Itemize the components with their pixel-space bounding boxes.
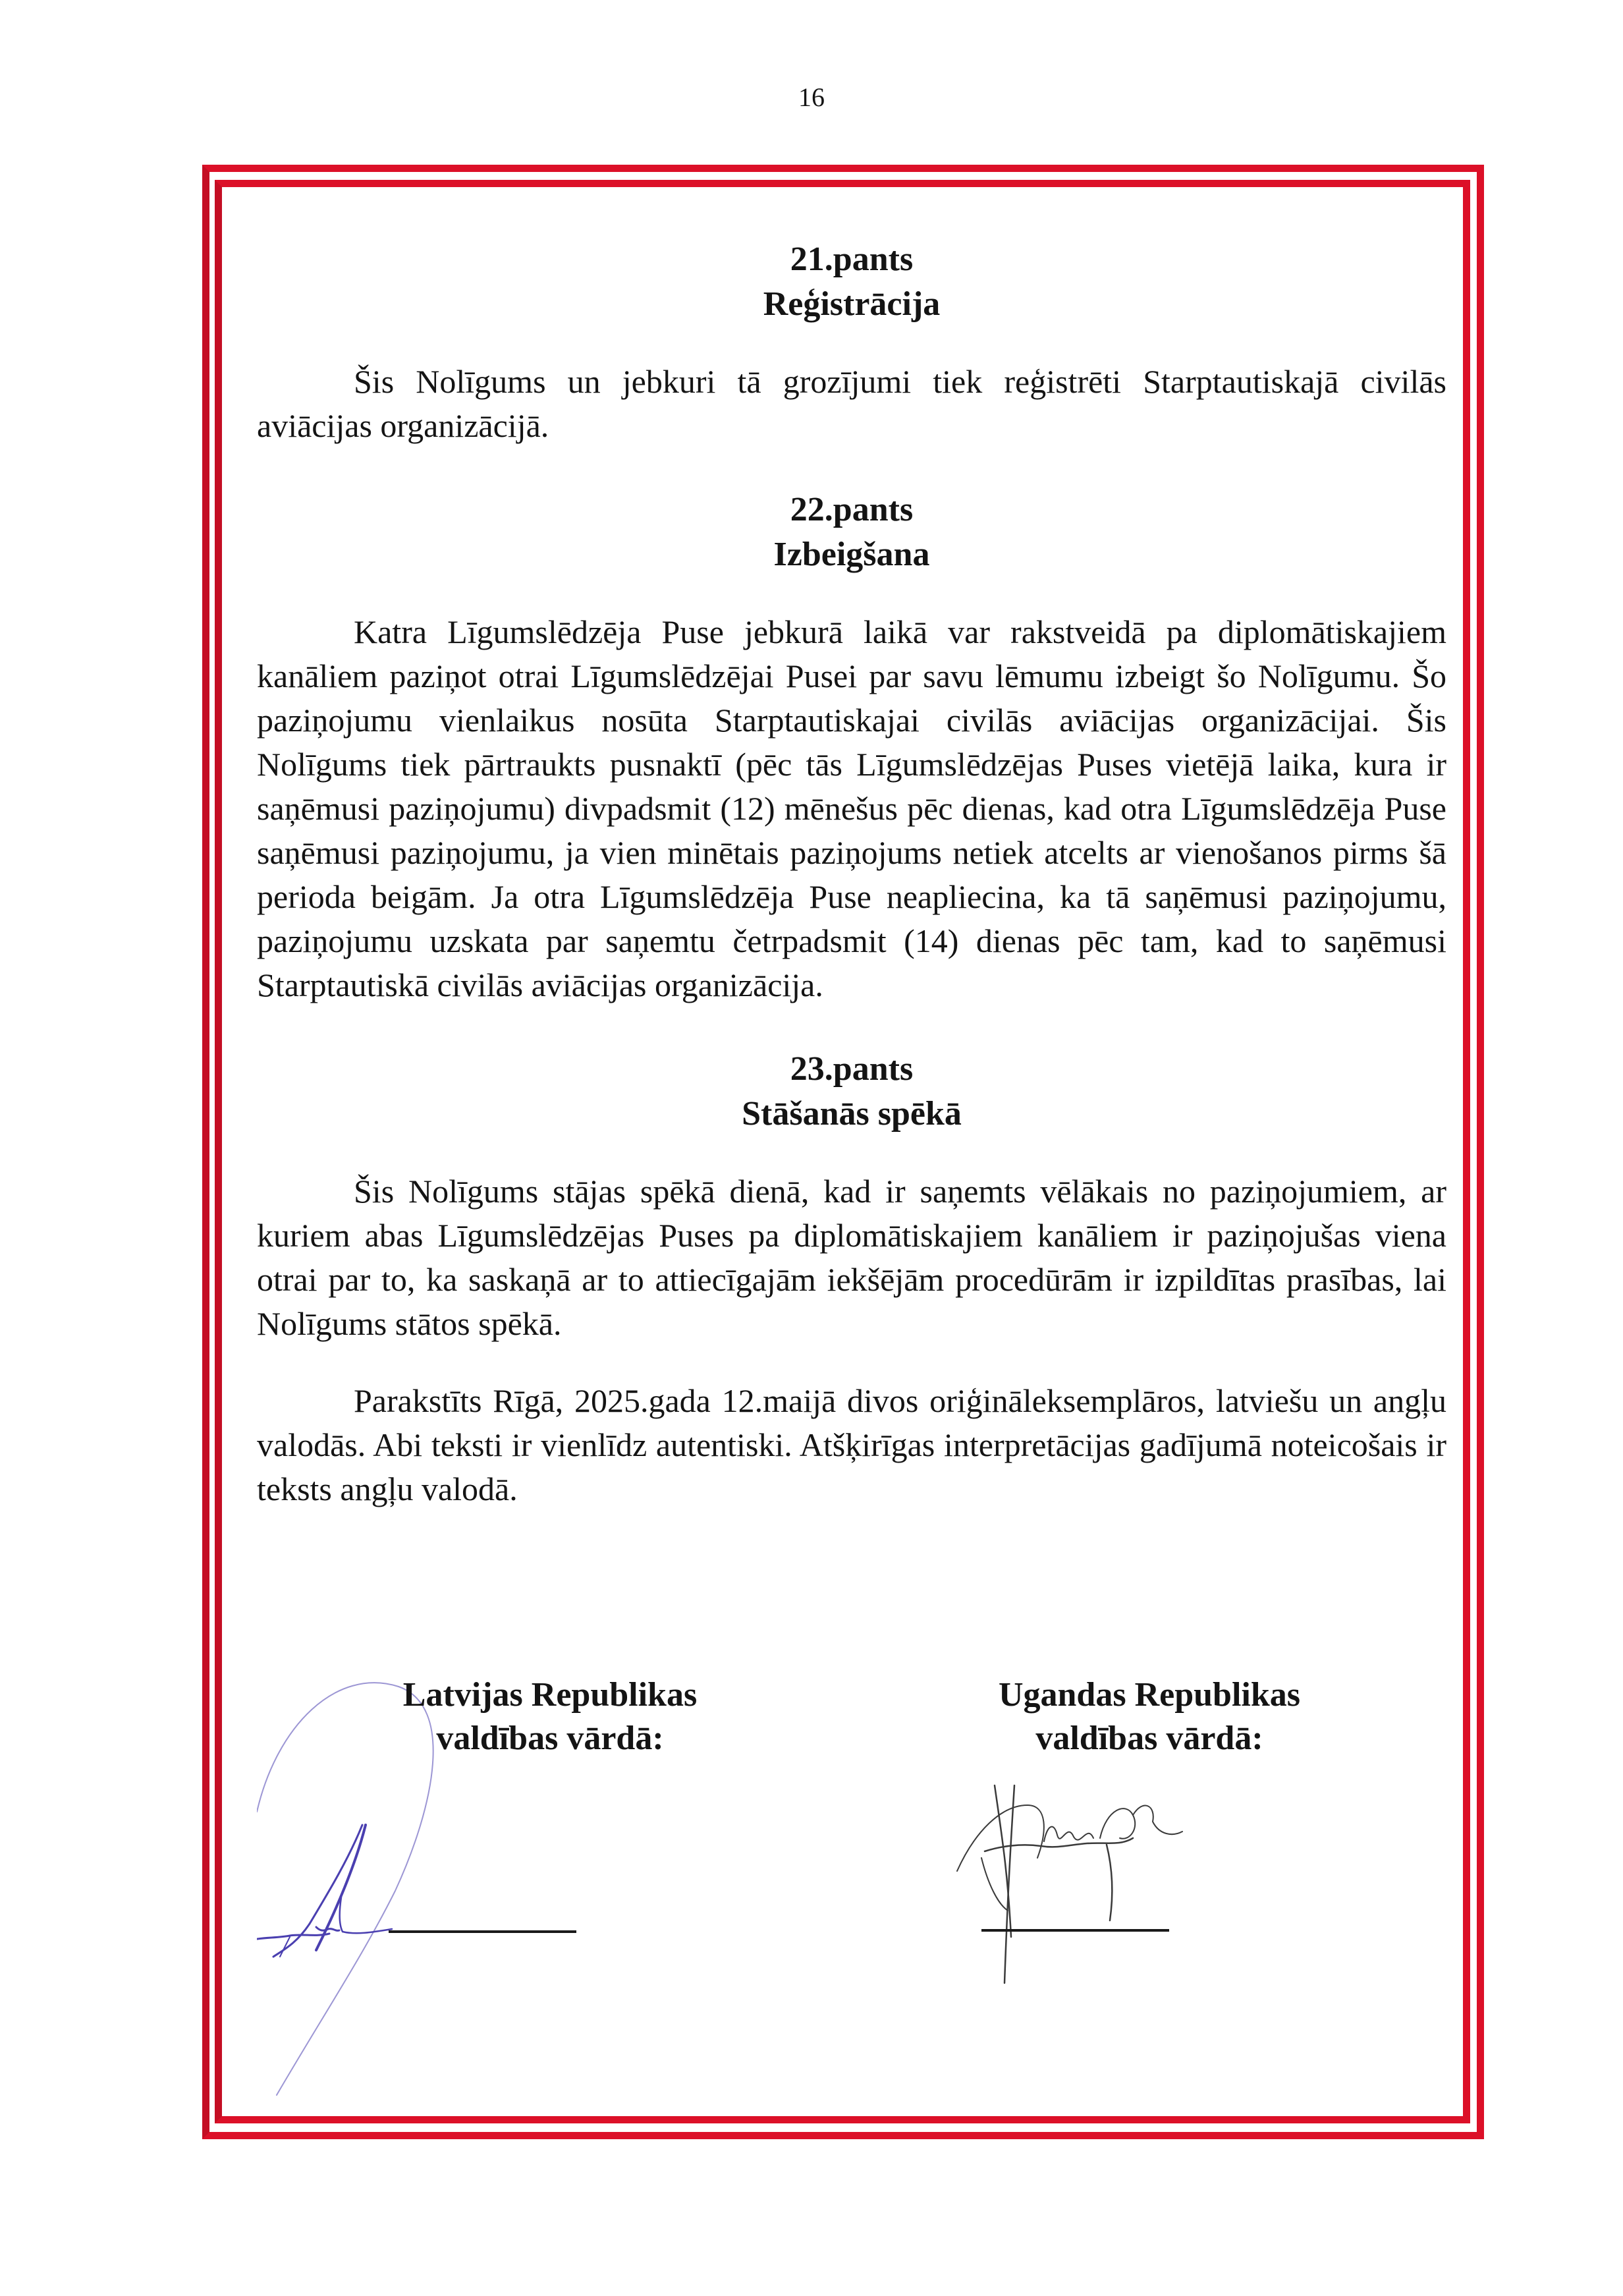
article-number: 22.pants — [790, 491, 914, 528]
article-23 — [257, 1047, 1446, 1511]
signatory-country: Ugandas Republikas — [998, 1676, 1301, 1714]
signature-section — [257, 1673, 1446, 2121]
signatory-role: valdības vārdā: — [436, 1720, 664, 1757]
article-paragraph: Katra Līgumslēdzēja Puse jebkurā laikā var rakstveidā pa diplomātiskajiem kanāliem paziņot otrai Līgumslēdzējai Pusei par savu lēmumu izbeigt šo Nolīgumu. Šo paziņojumu vienlaikus nosūta Starptautiskajai civilās aviācijas organizācijai. Šis Nolīgums tiek pārtraukts pusnaktī (pēc tās Līgumslēdzējas Puses vietējā laika, kura ir saņēmusi paziņojumu) divpadsmit (12) mēnešus pēc dienas, kad otra Līgumslēdzēja Puse saņēmusi paziņojumu, ja vien minētais paziņojums netiek atcelts ar vienošanos pirms šā perioda beigām. Ja otra Līgumslēdzēja Puse neapliecina, ka tā saņēmusi paziņojumu, paziņojumu uzskata par saņemtu četrpadsmit (14) dienas pēc tam, kad to saņēmusi Starptautiskā civilās aviācijas organizācija. — [257, 613, 1446, 1003]
article-title: Stāšanās spēkā — [742, 1095, 962, 1133]
article-number: 21.pants — [790, 240, 914, 278]
signatory-latvia — [319, 1673, 781, 1760]
article-title: Reģistrācija — [763, 285, 941, 323]
signatory-country: Latvijas Republikas — [402, 1676, 698, 1714]
signature-line-latvia — [389, 1930, 576, 1933]
article-paragraph: Šis Nolīgums un jebkuri tā grozījumi tiek reģistrēti Starptautiskajā civilās aviācijas organizācijā. — [257, 363, 1446, 444]
page-number: 16 — [798, 82, 825, 112]
article-paragraph: Šis Nolīgums stājas spēkā dienā, kad ir saņemts vēlākais no paziņojumiem, ar kuriem abas Līgumslēdzējas Puses pa diplomātiskajiem kanāliem ir paziņojušas viena otrai par to, ka saskaņā ar to attiecīgajām iekšējām procedūrām ir izpildītas prasības, lai Nolīgums stātos spēkā. — [257, 1173, 1446, 1342]
article-number: 23.pants — [790, 1050, 914, 1088]
signatory-uganda — [919, 1673, 1380, 1760]
signing-clause: Parakstīts Rīgā, 2025.gada 12.maijā divos oriģināleksemplāros, latviešu un angļu valodās. Abi teksti ir vienlīdz autentiski. Atšķirīgas interpretācijas gadījumā noteicošais ir teksts angļu valodā. — [257, 1382, 1446, 1507]
article-21 — [257, 237, 1446, 448]
document-body — [257, 237, 1446, 1511]
article-22 — [257, 488, 1446, 1007]
article-title: Izbeigšana — [773, 536, 930, 573]
signature-line-uganda — [981, 1929, 1169, 1932]
signatory-role: valdības vārdā: — [1035, 1720, 1263, 1757]
